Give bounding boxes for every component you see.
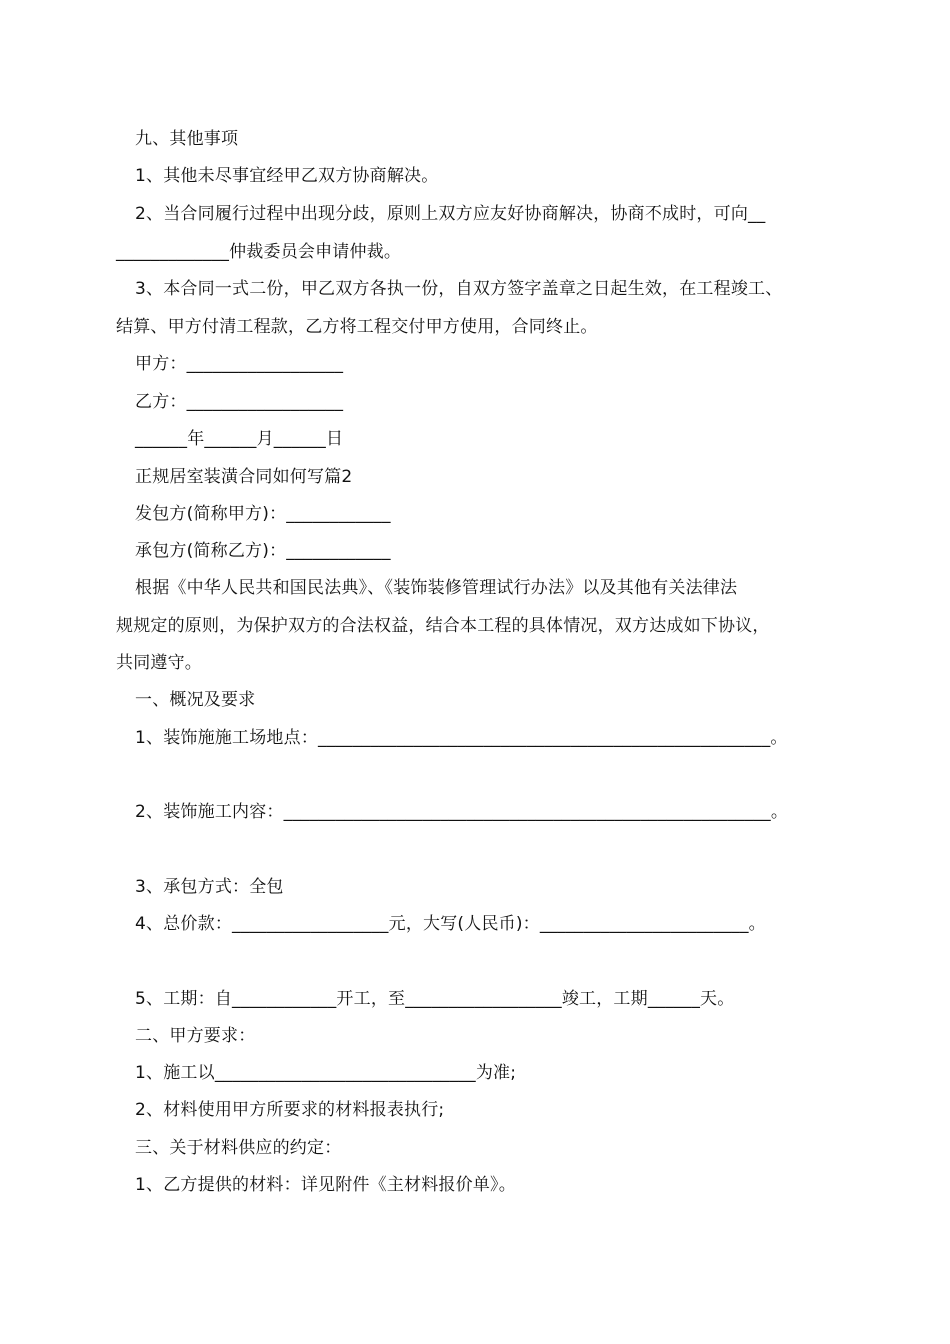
party-a-signature: 甲方：__________________ [135, 354, 344, 374]
section-heading-party-a: 二、甲方要求： [135, 1026, 256, 1046]
preamble-line-2: 规规定的原则，为保护双方的合法权益，结合本工程的具体情况，双方达成如下协议， [116, 616, 770, 636]
section-heading-overview: 一、概况及要求 [135, 690, 256, 710]
preamble-line-3: 共同遵守。 [116, 653, 202, 673]
clause-total-price: 4、总价款：__________________元，大写(人民币)：________________________。 [135, 914, 766, 934]
clause-site-location: 1、装饰施施工场地点：____________________________________________________。 [135, 728, 788, 748]
clause-copies-line-2: 结算、甲方付清工程款，乙方将工程交付甲方使用，合同终止。 [116, 317, 598, 337]
clause-work-content: 2、装饰施工内容：________________________________________________________。 [135, 802, 789, 822]
clause-schedule: 5、工期：自____________开工，至__________________竣工，工期______天。 [135, 989, 735, 1009]
clause-materials-report: 2、材料使用甲方所要求的材料报表执行; [135, 1100, 445, 1120]
section-heading-other-matters: 九、其他事项 [135, 129, 239, 149]
clause-other-matters-1: 1、其他未尽事宜经甲乙双方协商解决。 [135, 166, 439, 186]
preamble-line-1: 根据《中华人民共和国民法典》、《装饰装修管理试行办法》以及其他有关法律法 [135, 578, 738, 598]
section-heading-materials: 三、关于材料供应的约定： [135, 1138, 342, 1158]
clause-contract-mode: 3、承包方式：全包 [135, 877, 284, 897]
contractor-field: 承包方(简称乙方)：____________ [135, 541, 391, 561]
contract-title-2: 正规居室装潢合同如何写篇2 [135, 467, 353, 487]
clause-construction-standard: 1、施工以______________________________为准; [135, 1063, 517, 1083]
clause-copies-line-1: 3、本合同一式二份，甲乙双方各执一份，自双方签字盖章之日起生效，在工程竣工、 [135, 279, 783, 299]
clause-materials-provided: 1、乙方提供的材料：详见附件《主材料报价单》。 [135, 1175, 516, 1195]
signature-date: ______年______月______日 [135, 429, 344, 449]
clause-dispute-line-1: 2、当合同履行过程中出现分歧，原则上双方应友好协商解决，协商不成时，可向__ [135, 204, 766, 224]
employer-field: 发包方(简称甲方)：____________ [135, 504, 391, 524]
clause-dispute-line-2: _____________仲裁委员会申请仲裁。 [116, 242, 402, 262]
party-b-signature: 乙方：__________________ [135, 392, 344, 412]
